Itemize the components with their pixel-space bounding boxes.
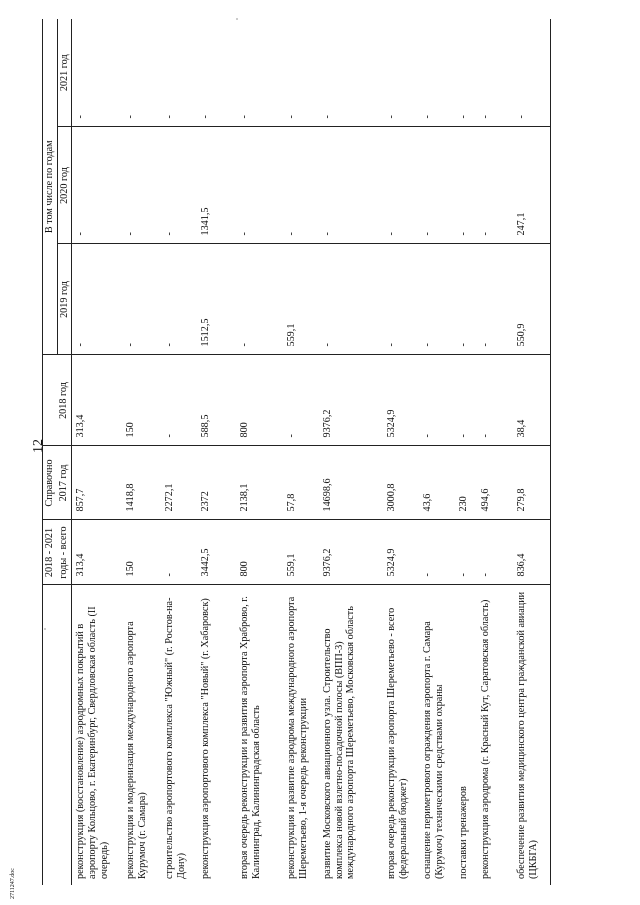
row-ref-2017: 43,6 <box>419 446 455 520</box>
row-2019: - <box>477 244 513 355</box>
row-2020: - <box>419 127 455 244</box>
table-row <box>197 19 236 885</box>
row-name: реконструкция (восстановление) аэродромных покрытий в аэропорту Кольцово, г. Екатеринбург, Свердловская область (II очередь) <box>75 606 110 879</box>
row-2021: - <box>236 19 283 127</box>
row-ref-2017: 279,8 <box>513 446 551 520</box>
row-2019: - <box>419 244 455 355</box>
table-row <box>72 19 122 885</box>
row-ref-2017: 2272,1 <box>161 446 197 520</box>
row-2018: 313,4 <box>72 355 122 446</box>
table-row <box>383 19 419 885</box>
row-2019: 559,1 <box>283 244 319 355</box>
header-ref-line2: 2017 год <box>57 446 72 520</box>
row-2019: 550,9 <box>513 244 551 355</box>
row-2020: 247,1 <box>513 127 551 244</box>
row-ref-2017: 2372 <box>197 446 236 520</box>
row-2021: - <box>419 19 455 127</box>
table-row <box>319 19 383 885</box>
row-total: 313,4 <box>72 520 122 585</box>
header-year-2020: 2020 год <box>57 127 72 244</box>
row-total: - <box>477 520 513 585</box>
table-row <box>236 19 283 885</box>
row-ref-2017: 2138,1 <box>236 446 283 520</box>
row-2020: - <box>477 127 513 244</box>
row-2018: 5324,9 <box>383 355 419 446</box>
row-2018: - <box>161 355 197 446</box>
row-name: вторая очередь реконструкции аэропорта Шереметьево - всего (федеральный бюджет) <box>385 607 409 879</box>
row-name: обеспечение развития медицинского центра гражданской авиации (ЦКБГА) <box>513 585 551 885</box>
row-total: 150 <box>122 520 161 585</box>
row-2020: - <box>383 127 419 244</box>
row-2021: - <box>383 19 419 127</box>
header-year-2021: 2021 год <box>57 19 72 127</box>
row-total: 9376,2 <box>319 520 383 585</box>
table-row <box>419 19 455 885</box>
row-2019: - <box>236 244 283 355</box>
row-total: 5324,9 <box>383 520 419 585</box>
row-2020: 1341,5 <box>197 127 236 244</box>
row-2020: - <box>122 127 161 244</box>
row-2018: 588,5 <box>197 355 236 446</box>
row-2021: - <box>72 19 122 127</box>
table-header <box>43 19 72 885</box>
row-2021: - <box>477 19 513 127</box>
row-2018: - <box>419 355 455 446</box>
row-ref-2017: 14698,6 <box>319 446 383 520</box>
header-ref-line1: Справочно <box>43 446 58 520</box>
table-row <box>477 19 513 885</box>
row-2019: - <box>122 244 161 355</box>
row-name: реконструкция аэродрома (г. Красный Кут, Саратовская область) <box>479 599 491 879</box>
row-total: - <box>419 520 455 585</box>
row-2021: - <box>161 19 197 127</box>
investment-table <box>42 19 551 885</box>
header-empty-cell <box>43 355 58 446</box>
row-2019: - <box>455 244 477 355</box>
row-2018: 150 <box>122 355 161 446</box>
row-2020: - <box>161 127 197 244</box>
row-2020: - <box>319 127 383 244</box>
row-2021: - <box>513 19 551 127</box>
row-total: 836,4 <box>513 520 551 585</box>
row-2019: - <box>161 244 197 355</box>
row-name: вторая очередь реконструкции и развития аэропорта Храброво, г. Калининград, Калининградская область <box>238 596 262 879</box>
row-2021: - <box>455 19 477 127</box>
row-ref-2017: 230 <box>455 446 477 520</box>
row-ref-2017: 494,6 <box>477 446 513 520</box>
header-year-2019: 2019 год <box>57 244 72 355</box>
row-ref-2017: 1418,8 <box>122 446 161 520</box>
row-name: реконструкция и модернизация международного аэропорта Курумоч (г. Самара) <box>124 621 148 879</box>
row-total: 3442,5 <box>197 520 236 585</box>
row-2018: - <box>283 355 319 446</box>
row-name: строительство аэропортового комплекса "Южный" (г. Ростов-на-Дону) <box>163 597 187 879</box>
row-2020: - <box>236 127 283 244</box>
header-total-line1: 2018 - 2021 <box>43 520 58 585</box>
row-2020: - <box>72 127 122 244</box>
row-2019: - <box>319 244 383 355</box>
row-2020: - <box>455 127 477 244</box>
row-name: поставки тренажеров <box>457 786 469 879</box>
row-ref-2017: 3000,8 <box>383 446 419 520</box>
row-2018: - <box>477 355 513 446</box>
row-ref-2017: 57,8 <box>283 446 319 520</box>
row-2021: - <box>319 19 383 127</box>
doc-filename: 2711247.doc <box>10 868 16 899</box>
row-name: оснащение периметрового ограждения аэропорта г. Самара (Курумоч) техническими средствами охраны <box>421 621 445 879</box>
table-row <box>513 19 551 885</box>
row-total: - <box>161 520 197 585</box>
page-number: 12 <box>31 439 46 453</box>
header-year-group: В том числе по годам <box>43 19 58 355</box>
table-row <box>122 19 161 885</box>
row-2021: - <box>122 19 161 127</box>
row-2018: - <box>455 355 477 446</box>
row-ref-2017: 857,7 <box>72 446 122 520</box>
row-total: 800 <box>236 520 283 585</box>
row-name: развитие Московского авиационного узла. Строительство комплекса новой взлетно-посадочной полосы (ВПП-3) международного аэропорта Шереметьево, Московская область <box>321 606 357 879</box>
row-2019: - <box>72 244 122 355</box>
header-year-2018: 2018 год <box>57 355 72 446</box>
row-2018: 38,4 <box>513 355 551 446</box>
row-2018: 800 <box>236 355 283 446</box>
row-2019: - <box>383 244 419 355</box>
table-row <box>161 19 197 885</box>
header-total-line2: годы - всего <box>57 520 72 585</box>
row-2018: 9376,2 <box>319 355 383 446</box>
row-2019: 1512,5 <box>197 244 236 355</box>
row-2020: - <box>283 127 319 244</box>
table-row <box>455 19 477 885</box>
row-name: реконструкция аэропортового комплекса "Новый" (г. Хабаровск) <box>199 598 211 879</box>
header-name-cell <box>43 585 72 885</box>
row-2021: - <box>197 19 236 127</box>
table-row <box>283 19 319 885</box>
table-body <box>72 19 551 885</box>
row-total: - <box>455 520 477 585</box>
row-total: 559,1 <box>283 520 319 585</box>
row-name: реконструкция и развитие аэродрома международного аэропорта Шереметьево, 1-я очередь реконструкции <box>285 596 309 879</box>
row-2021: - <box>283 19 319 127</box>
